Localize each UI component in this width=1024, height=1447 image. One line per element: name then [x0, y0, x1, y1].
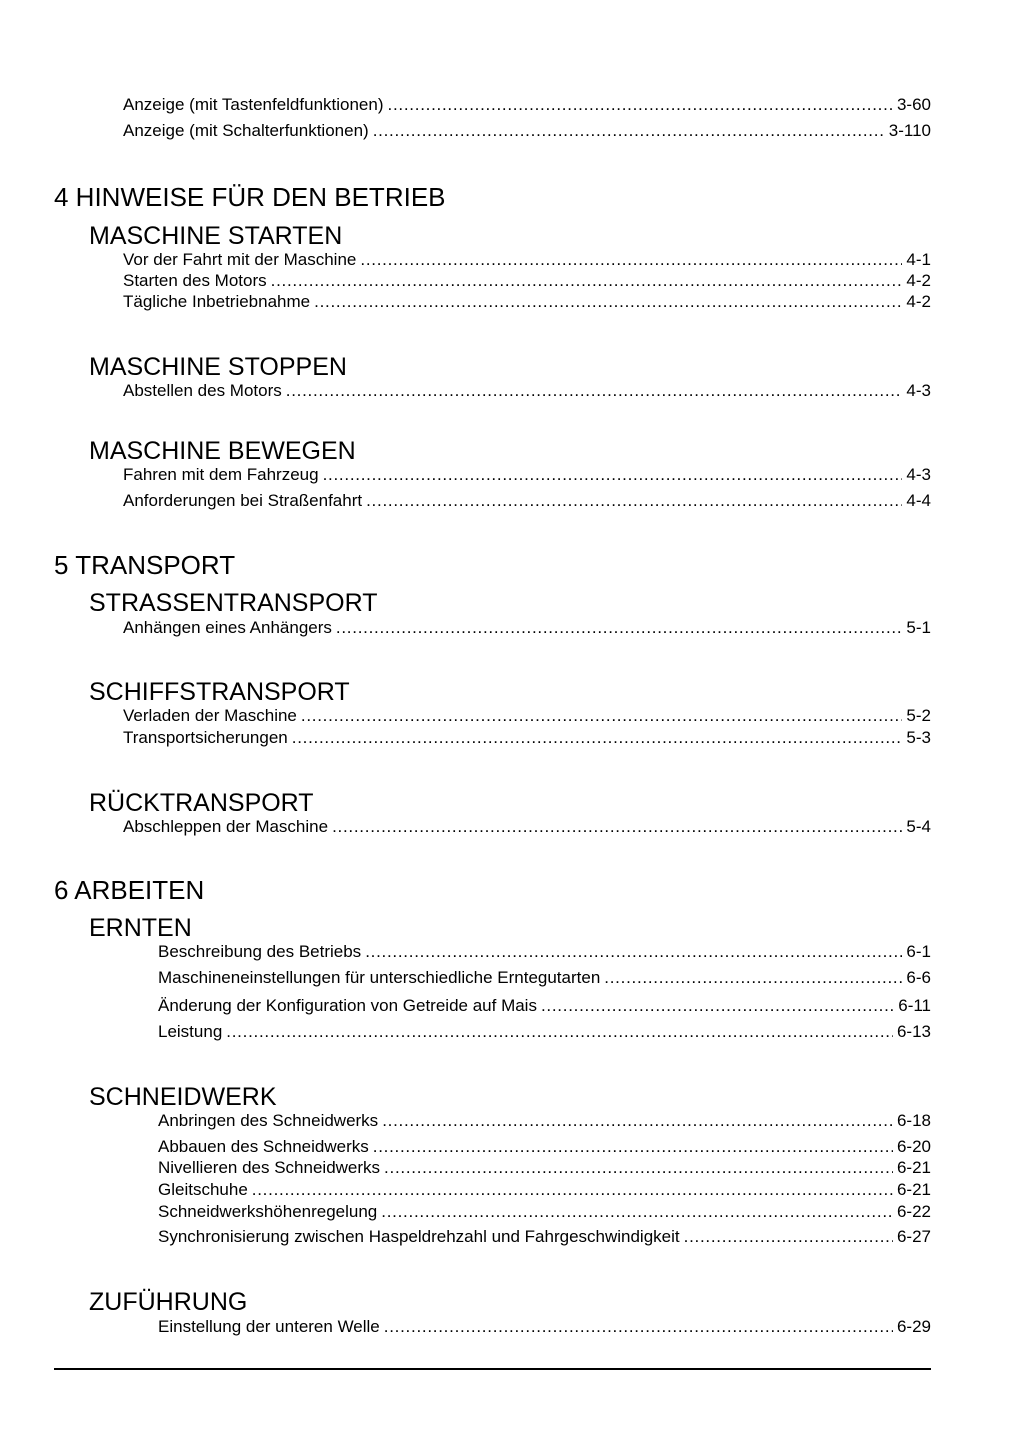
dot-leader	[604, 968, 902, 988]
dot-leader	[292, 728, 903, 748]
toc-entry[interactable]	[123, 271, 931, 291]
toc-entry-page: 6-27	[896, 1227, 931, 1246]
dot-leader	[365, 942, 902, 962]
toc-entry-page: 6-21	[896, 1158, 931, 1177]
toc-entry[interactable]	[123, 292, 931, 312]
dot-leader	[541, 996, 894, 1016]
section-heading-schneidwerk: SCHNEIDWERK	[89, 1083, 277, 1111]
dot-leader	[286, 381, 903, 401]
toc-entry-page: 6-22	[896, 1202, 931, 1221]
section-heading-strassentransport: STRASSENTRANSPORT	[89, 589, 378, 617]
chapter-heading-6: 6 ARBEITEN	[54, 875, 205, 905]
toc-entry[interactable]	[123, 465, 931, 485]
dot-leader	[323, 465, 903, 485]
toc-entry[interactable]	[158, 1111, 931, 1131]
dot-leader	[271, 271, 903, 291]
dot-leader	[332, 817, 902, 837]
toc-entry-page: 6-20	[896, 1137, 931, 1156]
toc-entry-title: Anhängen eines Anhängers	[123, 618, 332, 637]
toc-entry-page: 4-3	[906, 465, 931, 484]
toc-entry-title: Verladen der Maschine	[123, 706, 297, 725]
section-heading-zufuehrung: ZUFÜHRUNG	[89, 1288, 248, 1316]
toc-entry[interactable]	[158, 942, 931, 962]
toc-entry-page: 4-1	[906, 250, 931, 269]
dot-leader	[388, 95, 893, 115]
toc-entry-title: Einstellung der unteren Welle	[158, 1317, 380, 1336]
toc-entry[interactable]	[123, 728, 931, 748]
toc-entry-title: Abstellen des Motors	[123, 381, 282, 400]
toc-entry-page: 4-3	[906, 381, 931, 400]
toc-entry-title: Vor der Fahrt mit der Maschine	[123, 250, 357, 269]
dot-leader	[301, 706, 903, 726]
chapter-heading-5: 5 TRANSPORT	[54, 550, 236, 580]
toc-entry-title: Anbringen des Schneidwerks	[158, 1111, 379, 1130]
dot-leader	[252, 1180, 893, 1200]
toc-entry-page: 4-4	[906, 491, 931, 510]
section-heading-ernten: ERNTEN	[89, 914, 192, 942]
toc-entry-title: Anzeige (mit Tastenfeldfunktionen)	[123, 95, 384, 114]
toc-entry-title: Abschleppen der Maschine	[123, 817, 329, 836]
section-heading-maschine-stoppen: MASCHINE STOPPEN	[89, 353, 347, 381]
toc-entry[interactable]	[158, 1022, 931, 1042]
toc-entry-title: Tägliche Inbetriebnahme	[123, 292, 311, 311]
dot-leader	[226, 1022, 893, 1042]
chapter-heading-4: 4 HINWEISE FÜR DEN BETRIEB	[54, 182, 446, 212]
toc-entry-page: 4-2	[906, 292, 931, 311]
dot-leader	[314, 292, 902, 312]
toc-entry-title: Änderung der Konfiguration von Getreide auf Mais	[158, 996, 537, 1015]
toc-entry-page: 6-18	[896, 1111, 931, 1130]
toc-entry[interactable]	[158, 1317, 931, 1337]
toc-entry[interactable]	[123, 95, 931, 115]
section-heading-schiffstransport: SCHIFFSTRANSPORT	[89, 678, 350, 706]
toc-entry[interactable]	[123, 121, 931, 141]
toc-entry-page: 6-1	[906, 942, 931, 961]
section-heading-ruecktransport: RÜCKTRANSPORT	[89, 789, 314, 817]
toc-entry-page: 4-2	[906, 271, 931, 290]
dot-leader	[384, 1317, 893, 1337]
toc-entry[interactable]	[123, 706, 931, 726]
toc-entry-title: Anforderungen bei Straßenfahrt	[123, 491, 363, 510]
toc-entry-title: Fahren mit dem Fahrzeug	[123, 465, 319, 484]
toc-entry[interactable]	[123, 817, 931, 837]
toc-entry[interactable]	[158, 968, 931, 988]
dot-leader	[384, 1158, 893, 1178]
toc-entry-page: 5-3	[906, 728, 931, 747]
dot-leader	[360, 250, 902, 270]
toc-entry-page: 6-11	[898, 996, 931, 1015]
toc-entry[interactable]	[123, 491, 931, 511]
dot-leader	[366, 491, 902, 511]
toc-entry[interactable]	[158, 1202, 931, 1222]
dot-leader	[684, 1227, 893, 1247]
toc-entry-title: Maschineneinstellungen für unterschiedliche Erntegutarten	[158, 968, 601, 987]
toc-entry[interactable]	[123, 381, 931, 401]
dot-leader	[373, 1137, 893, 1157]
dot-leader	[336, 618, 903, 638]
section-heading-maschine-starten: MASCHINE STARTEN	[89, 222, 343, 250]
toc-entry-page: 3-110	[888, 121, 931, 140]
toc-entry[interactable]	[158, 1180, 931, 1200]
toc-entry[interactable]	[123, 618, 931, 638]
toc-entry-title: Nivellieren des Schneidwerks	[158, 1158, 381, 1177]
toc-entry-title: Starten des Motors	[123, 271, 267, 290]
toc-entry-title: Beschreibung des Betriebs	[158, 942, 362, 961]
toc-entry-title: Leistung	[158, 1022, 223, 1041]
toc-entry-page: 6-6	[906, 968, 931, 987]
toc-entry-title: Abbauen des Schneidwerks	[158, 1137, 369, 1156]
toc-entry[interactable]	[158, 1137, 931, 1157]
toc-entry[interactable]	[158, 996, 931, 1016]
dot-leader	[382, 1111, 893, 1131]
toc-entry-page: 6-13	[896, 1022, 931, 1041]
toc-entry-title: Transportsicherungen	[123, 728, 288, 747]
toc-entry[interactable]	[123, 250, 931, 270]
toc-entry-title: Synchronisierung zwischen Haspeldrehzahl und Fahrgeschwindigkeit	[158, 1227, 680, 1246]
toc-entry-title: Gleitschuhe	[158, 1180, 248, 1199]
footer-rule	[54, 1368, 931, 1370]
toc-entry-page: 5-1	[906, 618, 931, 637]
dot-leader	[373, 121, 885, 141]
toc-entry[interactable]	[158, 1227, 931, 1247]
toc-entry[interactable]	[158, 1158, 931, 1178]
section-heading-maschine-bewegen: MASCHINE BEWEGEN	[89, 437, 356, 465]
toc-entry-title: Schneidwerkshöhenregelung	[158, 1202, 378, 1221]
dot-leader	[381, 1202, 893, 1222]
toc-entry-title: Anzeige (mit Schalterfunktionen)	[123, 121, 369, 140]
toc-entry-page: 3-60	[896, 95, 931, 114]
toc-entry-page: 5-4	[906, 817, 931, 836]
toc-entry-page: 6-29	[896, 1317, 931, 1336]
toc-entry-page: 6-21	[896, 1180, 931, 1199]
toc-entry-page: 5-2	[906, 706, 931, 725]
